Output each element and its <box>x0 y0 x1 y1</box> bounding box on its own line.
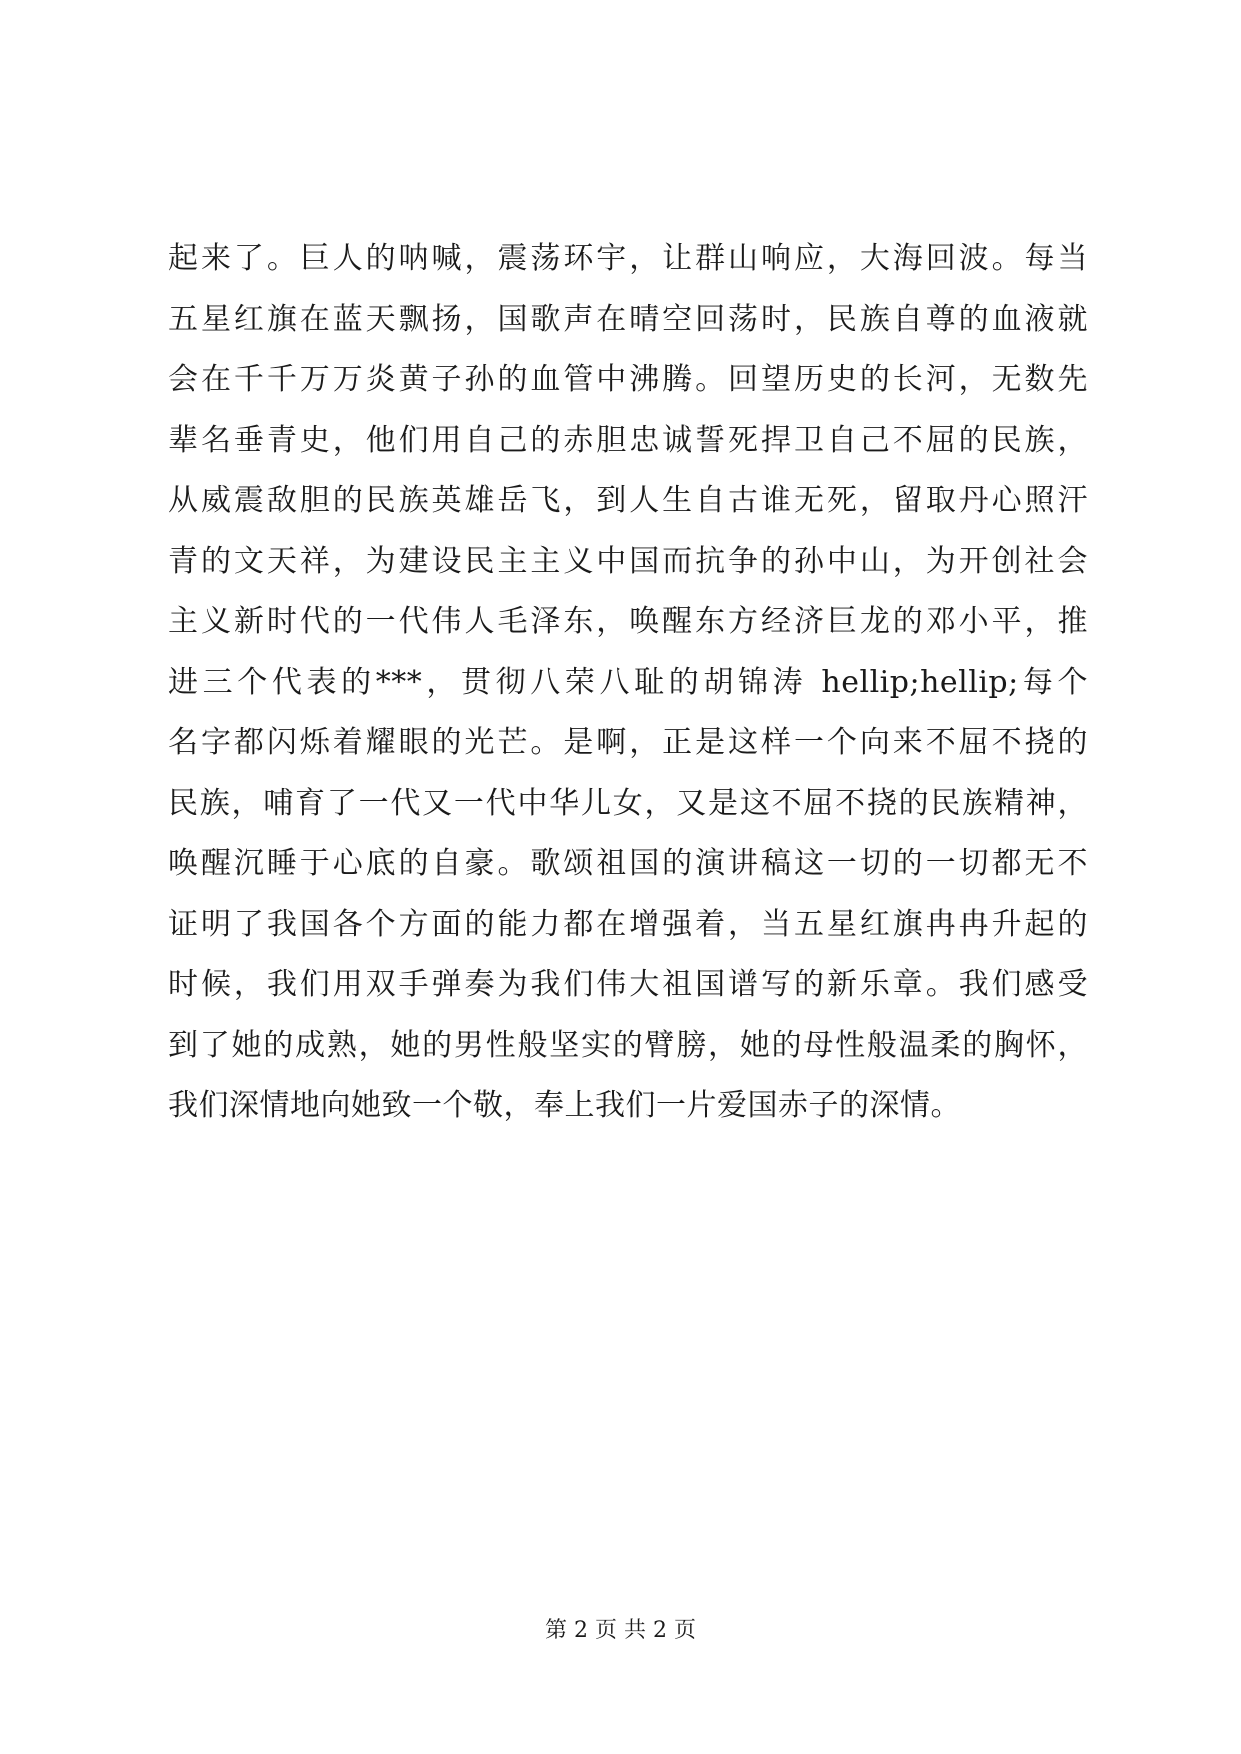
text-line: 进三个代表的***，贯彻八荣八耻的胡锦涛 hellip;hellip;每个 <box>168 664 1088 700</box>
text-line: 我们深情地向她致一个敬，奉上我们一片爱国赤子的深情。 <box>168 1088 961 1123</box>
page-number-footer: 第 2 页 共 2 页 <box>545 1618 696 1643</box>
text-line: 证明了我国各个方面的能力都在增强着，当五星红旗冉冉升起的 <box>168 906 1088 942</box>
text-line: 时候，我们用双手弹奏为我们伟大祖国谱写的新乐章。我们感受 <box>168 967 1088 1002</box>
text-line: 辈名垂青史，他们用自己的赤胆忠诚誓死捍卫自己不屈的民族， <box>168 422 1088 458</box>
text-line: 到了她的成熟，她的男性般坚实的臂膀，她的母性般温柔的胸怀， <box>168 1027 1088 1063</box>
text-line: 会在千千万万炎黄子孙的血管中沸腾。回望历史的长河，无数先 <box>168 362 1088 397</box>
text-line: 五星红旗在蓝天飘扬，国歌声在晴空回荡时，民族自尊的血液就 <box>168 301 1088 337</box>
text-line: 起来了。巨人的呐喊，震荡环宇，让群山响应，大海回波。每当 <box>168 241 1088 276</box>
text-line: 青的文天祥，为建设民主主义中国而抗争的孙中山，为开创社会 <box>168 543 1088 579</box>
body-paragraph <box>168 229 1088 1137</box>
text-line: 从威震敌胆的民族英雄岳飞，到人生自古谁无死，留取丹心照汗 <box>168 483 1088 518</box>
text-line: 民族，哺育了一代又一代中华儿女，又是这不屈不挠的民族精神， <box>168 785 1088 821</box>
text-line: 主义新时代的一代伟人毛泽东，唤醒东方经济巨龙的邓小平，推 <box>168 604 1088 639</box>
text-line: 名字都闪烁着耀眼的光芒。是啊，正是这样一个向来不屈不挠的 <box>168 725 1088 760</box>
text-line: 唤醒沉睡于心底的自豪。歌颂祖国的演讲稿这一切的一切都无不 <box>168 846 1088 881</box>
